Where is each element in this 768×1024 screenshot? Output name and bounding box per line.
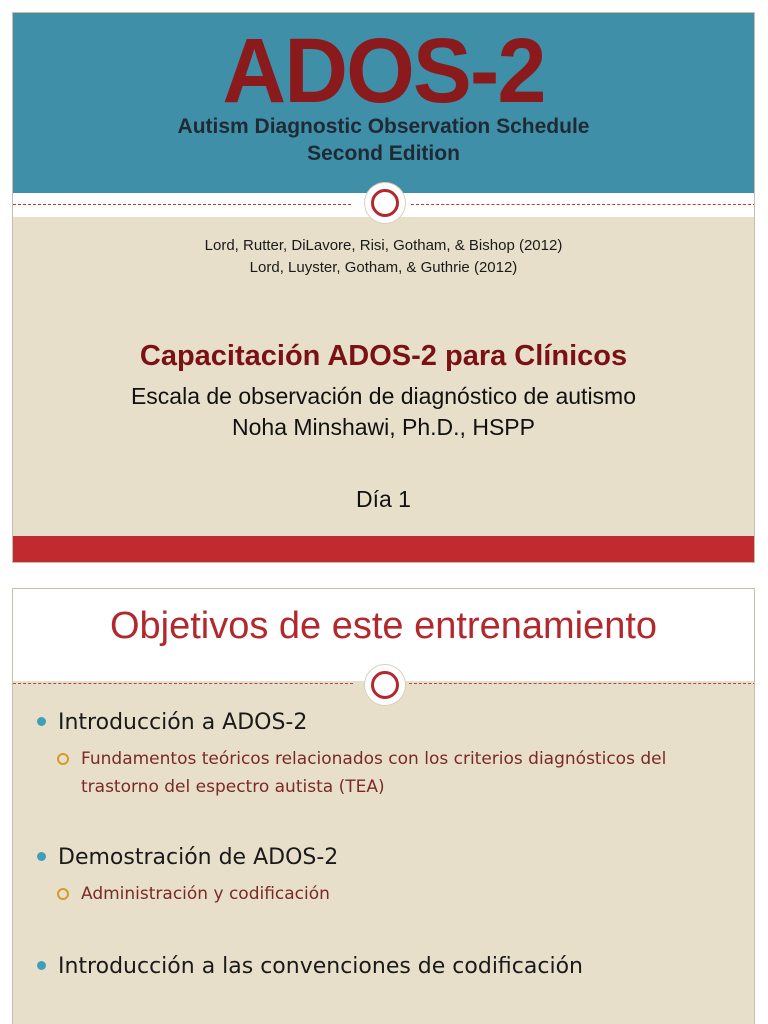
slide-header bbox=[13, 13, 754, 193]
filled-dot-icon bbox=[37, 717, 46, 726]
bullet-text: Demostración de ADOS-2 bbox=[58, 845, 339, 870]
bottom-red-bar bbox=[13, 536, 754, 562]
scale-description: Escala de observación de diagnóstico de autismo bbox=[130, 383, 637, 409]
training-title: Capacitación ADOS-2 para Clínicos bbox=[139, 340, 628, 372]
day-label: Día 1 bbox=[356, 486, 411, 512]
bullet-item-1 bbox=[37, 710, 307, 735]
circle-ring-icon bbox=[365, 665, 405, 705]
divider-line-left bbox=[13, 683, 353, 684]
divider-line-right bbox=[411, 204, 755, 205]
bullet-text: Introducción a ADOS-2 bbox=[58, 710, 308, 735]
bullet-text: Introducción a las convenciones de codificación bbox=[58, 954, 583, 979]
presenter-name: Noha Minshawi, Ph.D., HSPP bbox=[232, 414, 535, 440]
ados-logo: ADOS-2 bbox=[222, 20, 545, 122]
sub-bullet-item-1 bbox=[57, 745, 717, 801]
divider-line-right bbox=[409, 683, 755, 684]
citation-1: Lord, Rutter, DiLavore, Risi, Gotham, & Bishop (2012) bbox=[204, 237, 563, 254]
slide-title: Objetivos de este entrenamiento bbox=[109, 605, 658, 647]
title-slide bbox=[12, 12, 755, 563]
divider-line-left bbox=[13, 204, 351, 205]
bullet-item-3 bbox=[37, 954, 583, 979]
sub-bullet-item-2 bbox=[57, 880, 717, 908]
filled-dot-icon bbox=[37, 961, 46, 970]
citation-2: Lord, Luyster, Gotham, & Guthrie (2012) bbox=[249, 259, 518, 276]
hollow-ring-icon bbox=[57, 753, 69, 765]
objectives-slide bbox=[12, 588, 755, 1024]
sub-bullet-text: Fundamentos teóricos relacionados con los criterios diagnósticos del trastorno del espectro autista (TEA) bbox=[81, 749, 667, 797]
logo-edition: Second Edition bbox=[307, 142, 460, 165]
filled-dot-icon bbox=[37, 852, 46, 861]
hollow-ring-icon bbox=[57, 888, 69, 900]
bullet-item-2 bbox=[37, 845, 338, 870]
logo-subtitle: Autism Diagnostic Observation Schedule bbox=[177, 115, 590, 138]
circle-ring-icon bbox=[365, 183, 405, 223]
sub-bullet-text: Administración y codificación bbox=[81, 884, 330, 904]
